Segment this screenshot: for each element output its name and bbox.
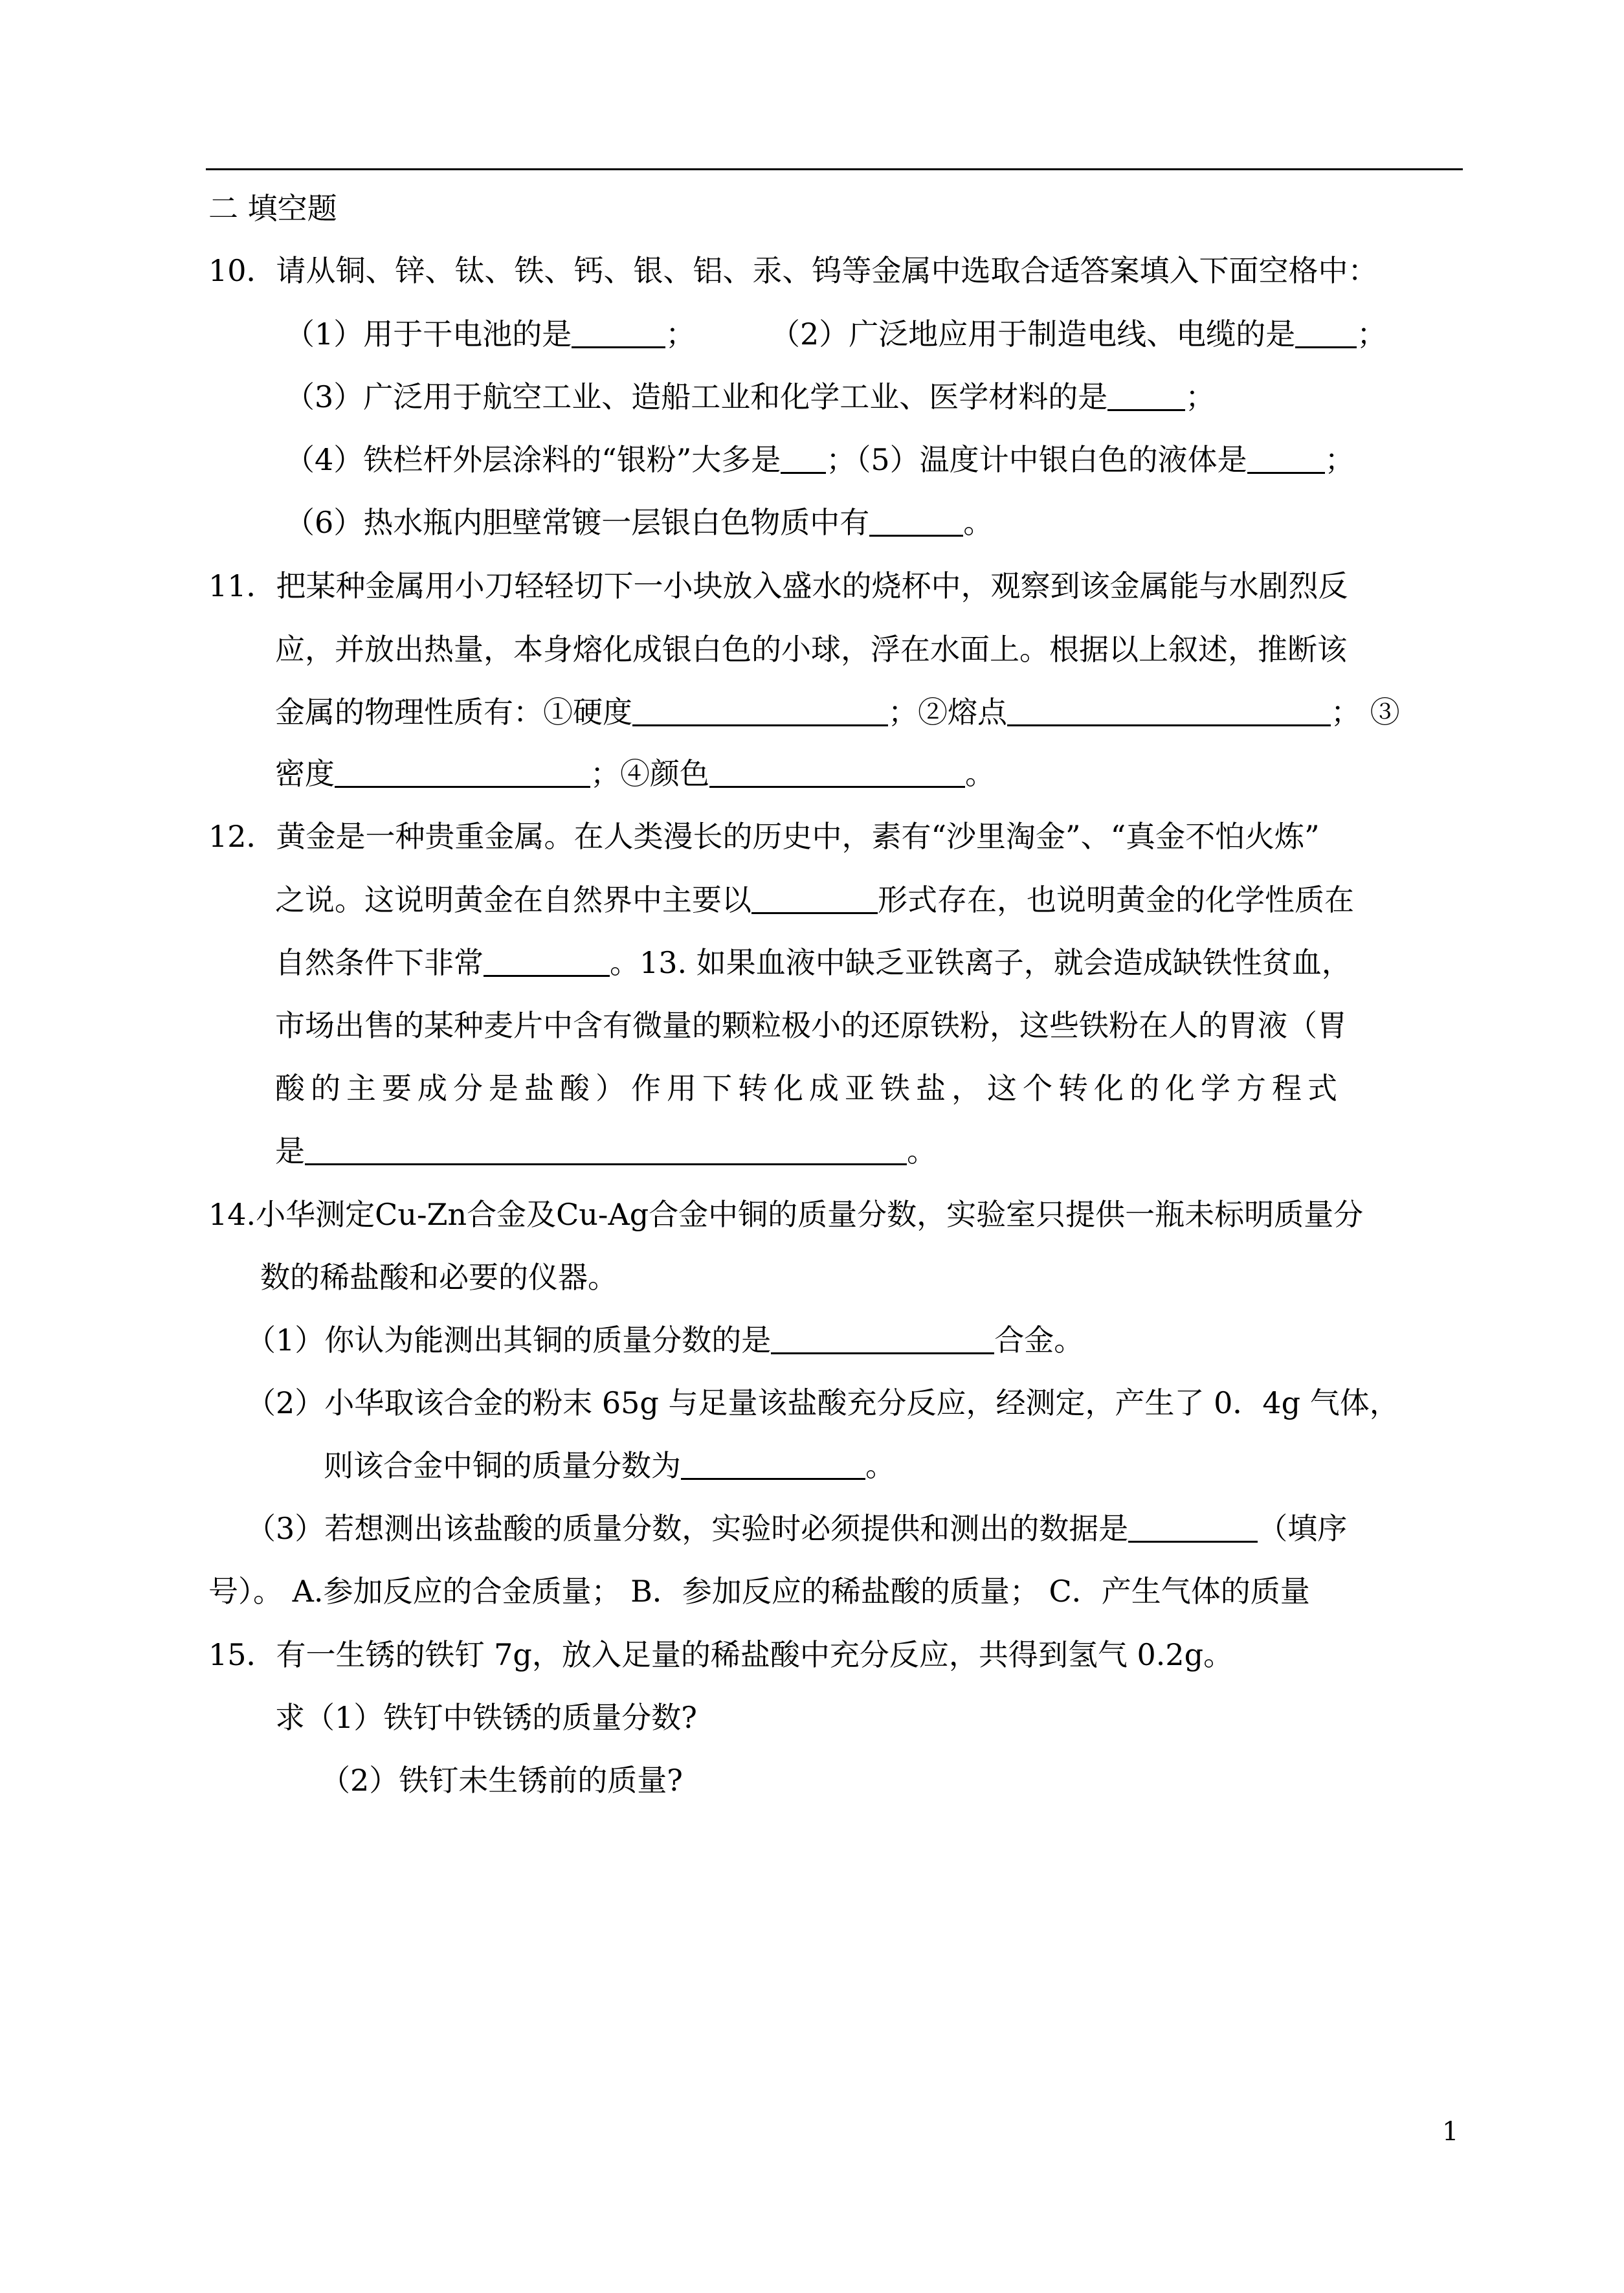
q12-line3-text: 自然条件下非常 xyxy=(275,945,484,980)
q15-line2: 求（1）铁钉中铁锈的质量分数? xyxy=(275,1700,697,1735)
q10-part6-text: （6）热水瓶内胆壁常镀一层银白色物质中有 xyxy=(285,505,870,540)
q14-line1: 14.小华测定Cu-Zn合金及Cu-Ag合金中铜的质量分数，实验室只提供一瓶未标明质量分 xyxy=(208,1197,1364,1232)
q14-part2-line1: （2）小华取该合金的粉末 65g 与足量该盐酸充分反应，经测定，产生了 0．4g 气体， xyxy=(246,1385,1399,1420)
q10-part4-end: ； xyxy=(826,442,856,477)
q13-line3-text: 是 xyxy=(275,1134,305,1169)
q11-line1: 11．把某种金属用小刀轻轻切下一小块放入盛水的烧杯中，观察到该金属能与水剧烈反 xyxy=(208,568,1348,603)
answer-blank[interactable] xyxy=(335,757,590,788)
q12-line2-end: 形式存在，也说明黄金的化学性质在 xyxy=(878,882,1354,917)
answer-blank[interactable] xyxy=(1128,1512,1258,1543)
q12-line3 xyxy=(275,943,1351,982)
q14-part3-end: （填序 xyxy=(1258,1511,1348,1546)
q13-line1: 市场出售的某种麦片中含有微量的颗粒极小的还原铁粉，这些铁粉在人的胃液（胃 xyxy=(275,1008,1347,1043)
answer-blank[interactable] xyxy=(305,1135,907,1165)
answer-blank[interactable] xyxy=(632,696,888,726)
q10-part2 xyxy=(770,315,1386,353)
answer-blank[interactable] xyxy=(1007,696,1331,726)
answer-blank[interactable] xyxy=(869,506,963,537)
q11-density-label: 密度 xyxy=(275,756,335,791)
q14-part3-line2: 号）。 A.参加反应的合金质量； B．参加反应的稀盐酸的质量； C．产生气体的质量 xyxy=(208,1574,1310,1609)
q14-part1-end: 合金。 xyxy=(994,1323,1084,1358)
header-rule xyxy=(206,168,1463,170)
q10-part1-end: ； xyxy=(665,317,696,352)
q10-part3-text: （3）广泛用于航空工业、造船工业和化学工业、医学材料的是 xyxy=(285,379,1108,414)
q10-part4 xyxy=(285,440,1355,479)
q10-intro: 10．请从铜、锌、钛、铁、钙、银、铝、汞、钨等金属中选取合适答案填入下面空格中： xyxy=(208,253,1378,288)
q12-line1: 12．黄金是一种贵重金属。在人类漫长的历史中，素有“沙里淘金”、“真金不怕火炼” xyxy=(208,819,1320,854)
q11-line4 xyxy=(275,754,995,793)
q14-part1-text: （1）你认为能测出其铜的质量分数的是 xyxy=(246,1323,772,1358)
q12-line2 xyxy=(275,880,1354,919)
q11-line3 xyxy=(275,693,1400,732)
q10-part1 xyxy=(285,315,695,353)
q11-hardness-label: 金属的物理性质有：①硬度 xyxy=(275,695,632,730)
q14-part1 xyxy=(246,1321,1084,1359)
q14-part3-text: （3）若想测出该盐酸的质量分数，实验时必须提供和测出的数据是 xyxy=(246,1511,1129,1546)
q14-part2-line2 xyxy=(324,1446,895,1485)
q13-line2: 酸的主要成分是盐酸）作用下转化成亚铁盐，这个转化的化学方程式 xyxy=(275,1071,1343,1106)
q14-part3-line1 xyxy=(246,1509,1347,1548)
answer-blank[interactable] xyxy=(484,946,610,977)
q14-part2-text: 则该合金中铜的质量分数为 xyxy=(324,1448,681,1483)
q11-meltingpoint-label: ；②熔点 xyxy=(888,695,1007,730)
q10-part5-end: ； xyxy=(1324,442,1355,477)
q13-line3 xyxy=(275,1132,937,1170)
answer-blank[interactable] xyxy=(681,1449,865,1480)
q10-part3 xyxy=(285,377,1215,416)
answer-blank[interactable] xyxy=(709,757,965,788)
answer-blank[interactable] xyxy=(771,1324,994,1354)
q12-line2-text: 之说。这说明黄金在自然界中主要以 xyxy=(275,882,751,917)
answer-blank[interactable] xyxy=(1247,443,1325,474)
q15-line1: 15．有一生锈的铁钉 7g，放入足量的稀盐酸中充分反应，共得到氢气 0.2g。 xyxy=(208,1637,1234,1672)
q11-color-label: ；④颜色 xyxy=(590,756,709,791)
q10-part5-text: （5）温度计中银白色的液体是 xyxy=(856,442,1247,477)
q10-part6 xyxy=(285,503,993,542)
q11-line4-end: 。 xyxy=(965,756,995,791)
answer-blank[interactable] xyxy=(781,443,826,474)
page-number: 1 xyxy=(1442,2117,1459,2147)
q10-part4-text: （4）铁栏杆外层涂料的“银粉”大多是 xyxy=(285,442,781,477)
answer-blank[interactable] xyxy=(572,318,665,348)
q10-part3-end: ； xyxy=(1185,379,1216,414)
q11-line2: 应，并放出热量，本身熔化成银白色的小球，浮在水面上。根据以上叙述，推断该 xyxy=(275,632,1347,667)
q14-part2-end: 。 xyxy=(865,1448,895,1483)
section-title: 二 填空题 xyxy=(208,191,337,226)
q10-part2-text: （2）广泛地应用于制造电线、电缆的是 xyxy=(770,317,1296,352)
answer-blank[interactable] xyxy=(751,884,878,914)
q10-part6-end: 。 xyxy=(963,505,994,540)
q13-intro: 。13. 如果血液中缺乏亚铁离子，就会造成缺铁性贫血， xyxy=(610,945,1351,980)
q15-line3: （2）铁钉未生锈前的质量? xyxy=(320,1763,683,1798)
q14-line2: 数的稀盐酸和必要的仪器。 xyxy=(260,1260,617,1295)
answer-blank[interactable] xyxy=(1295,318,1357,348)
q10-part1-text: （1）用于干电池的是 xyxy=(285,317,572,352)
q10-part2-end: ； xyxy=(1357,317,1387,352)
q11-line3-end: ； ③ xyxy=(1331,695,1400,730)
q13-line3-end: 。 xyxy=(907,1134,937,1169)
answer-blank[interactable] xyxy=(1107,381,1185,411)
